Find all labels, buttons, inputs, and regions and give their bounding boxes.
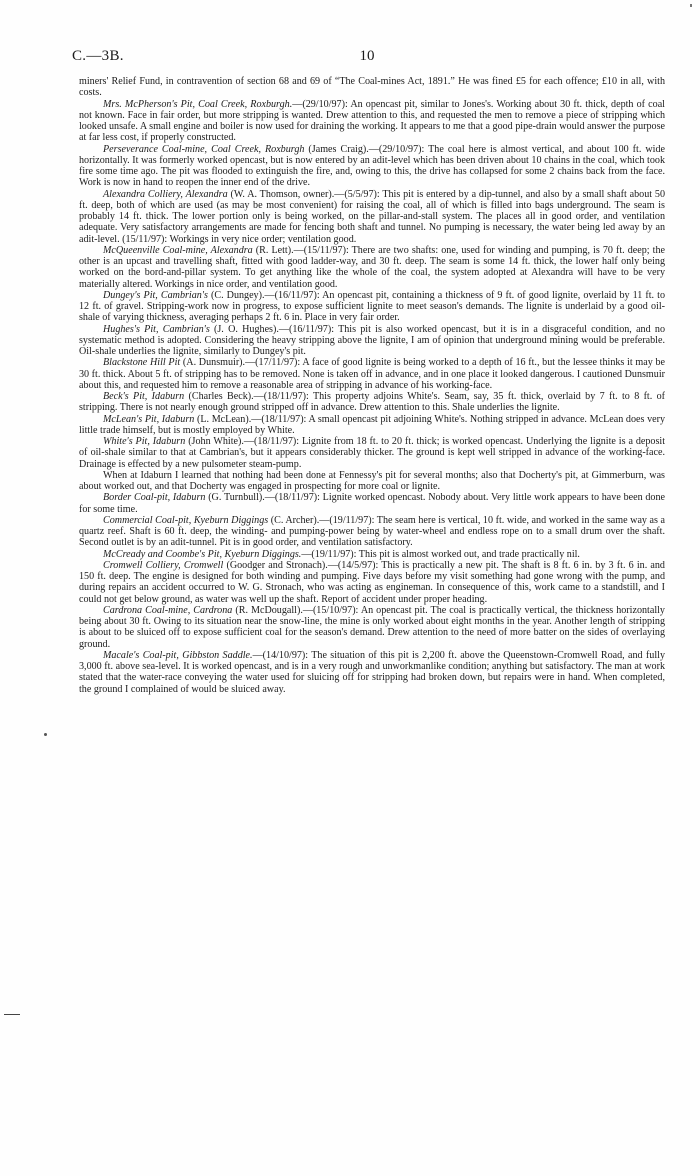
paragraph: McLean's Pit, Idaburn (L. McLean).—(18/11/97): A small opencast pit adjoining White's. Nothing stripped in advance. McLean does very little trade himself, but is mostly employed by White. bbox=[79, 413, 666, 436]
paragraph: Dungey's Pit, Cambrian's (C. Dungey).—(16/11/97): An opencast pit, containing a thickness of 9 ft. of good lignite, overlaid by 11 ft. to 12 ft. of gravel. Stripping-work now in progress, to expose sufficient lignite to meet season's demands. The lignite is underlaid by a good oil-shale of varying thickness, averaging perhaps 2 ft. 6 in. Place in very fair order. bbox=[79, 289, 665, 324]
page-number: 10 bbox=[359, 48, 375, 64]
page-header bbox=[72, 48, 662, 70]
paragraph: Perseverance Coal-mine, Coal Creek, Roxburgh (James Craig).—(29/10/97): The coal here is almost vertical, and about 100 ft. wide horizontally. It was formerly worked opencast, but is now entered by an adit-level which has been driven about 10 chains in the coal, which took fire some time ago. The pit was flooded to extinguish the fire, and, owing to this, the drive has collapsed for some 2 chains back from the face. Work is now in hand to reopen the inner end of the drive. bbox=[79, 143, 665, 189]
paragraph: miners' Relief Fund, in contravention of section 68 and 69 of “The Coal-mines Act, 1891.” He was fined £5 for each offence; £10 in all, with costs. bbox=[79, 76, 665, 99]
mine-name: Border Coal-pit, Idaburn bbox=[103, 492, 206, 504]
paragraph: When at Idaburn I learned that nothing had been done at Fennessy's pit for several months; also that Docherty's pit, at Gimmerburn, was about worked out, and that Docherty was engaged in prospecting for more coal or lignite. bbox=[79, 469, 665, 492]
paragraph: Blackstone Hill Pit (A. Dunsmuir).—(17/11/97): A face of good lignite is being worked to a depth of 16 ft., but the lessee thinks it may be 30 ft. thick. About 5 ft. of stripping has to be removed. None is taken off in advance, and in one place it looked dangerous. I cautioned Dunsmuir about this, and requested him to remove a reasonable area of stripping in advance of his working-face. bbox=[79, 357, 665, 391]
mine-name: White's Pit, Idaburn bbox=[103, 436, 186, 447]
margin-dash bbox=[4, 1014, 20, 1015]
paragraph: Hughes's Pit, Cambrian's (J. O. Hughes).—(16/11/97): This pit is also worked opencast, but it is in a disgraceful condition, and no systematic method is adopted. Considering the heavy stripping above the lignite, I am of opinion that underground mining would be preferable. Oil-shale underlies the lignite, similarly to Dungey's pit. bbox=[79, 323, 665, 357]
mine-name: Commercial Coal-pit, Kyeburn Diggings bbox=[103, 514, 269, 526]
paragraph: McCready and Coombe's Pit, Kyeburn Diggings.—(19/11/97): This pit is almost worked out, and trade practically nil. bbox=[103, 548, 580, 560]
mine-name: Cromwell Colliery, Cromwell bbox=[103, 559, 224, 571]
mine-name: Perseverance Coal-mine, Coal Creek, Roxburgh bbox=[103, 143, 305, 155]
mine-name: McLean's Pit, Idaburn bbox=[103, 413, 195, 425]
report-body bbox=[79, 76, 665, 695]
paragraph: Alexandra Colliery, Alexandra (W. A. Thomson, owner).—(5/5/97): This pit is entered by a dip-tunnel, and also by a small shaft about 50 ft. deep, both of which are used (as may be most convenient) for raising the coal, all of which is filled into bags underground. The seam is probably 14 ft. thick. The lower portion only is being worked, on the pillar-and-stall system. The places all in good order, and ventilation adequate. Very satisfactory arrangements are made for fencing both shaft and tunnel. No pumping is necessary, the water being led away by an adit-level. (15/11/97): Workings in very nice order; ventilation good. bbox=[79, 188, 665, 245]
paragraph: McQueenville Coal-mine, Alexandra (R. Lett).—(15/11/97): There are two shafts: one, used for winding and pumping, is 70 ft. deep; the other is an upcast and travelling shaft, fitted with good ladder-way, and 30 ft. deep. The seam is some 14 ft. thick, the lower half only being worked on the bord-and-pillar system. To get anything like the whole of the coal, the system adopted at Alexandra will have to be very materially altered. Workings in nice order, and ventilation good. bbox=[79, 244, 665, 290]
margin-dot bbox=[44, 733, 47, 736]
mine-name: Beck's Pit, Idaburn bbox=[103, 391, 185, 402]
mine-name: Alexandra Colliery, Alexandra bbox=[103, 188, 228, 200]
paragraph: Border Coal-pit, Idaburn (G. Turnbull).—(18/11/97): Lignite worked opencast. Nobody about. Very little work appears to have been done for some time. bbox=[79, 492, 666, 515]
mine-name: McQueenville Coal-mine, Alexandra bbox=[103, 244, 253, 256]
paragraph: Cromwell Colliery, Cromwell (Goodger and Stronach).—(14/5/97): This is practically a new pit. The shaft is 8 ft. 6 in. by 3 ft. 6 in. and 150 ft. deep. The engine is designed for both winding and pumping. Five days before my visit something had gone wrong with the pump, and during repairs an accident occurred to W. G. Stronach, who was acting as engineman. In consequence of this, work came to a standstill, and I could not get below ground, as water was well up the shaft. Report of accident under proper heading. bbox=[79, 559, 665, 605]
paragraph: Macale's Coal-pit, Gibbston Saddle.—(14/10/97): The situation of this pit is 2,200 ft. above the Queenstown-Cromwell Road, and fully 3,000 ft. above sea-level. It is worked opencast, and is in a very rough and unworkmanlike condition; anything but satisfactory. The man at work stated that the water-race conveying the water used for sluicing off for stripping had broken down, but repairs were in hand. When completed, the ground I complained of would be sluiced away. bbox=[79, 649, 665, 695]
paragraph: Mrs. McPherson's Pit, Coal Creek, Roxburgh.—(29/10/97): An opencast pit, similar to Jones's. Working about 30 ft. thick, depth of coal not known. Face in fair order, but more stripping is wanted. Drew attention to this, and requested the men to remove a piece of stripping which looked unsafe. A small engine and boiler is now used for draining the working. It appears to me that a good pipe-drain would answer the purpose at far less cost, if properly constructed. bbox=[79, 98, 665, 144]
mine-name: Macale's Coal-pit, Gibbston Saddle. bbox=[103, 649, 253, 661]
mine-name: Dungey's Pit, Cambrian's bbox=[103, 289, 208, 301]
mine-name: Blackstone Hill Pit bbox=[103, 357, 181, 369]
mine-name: Cardrona Coal-mine, Cardrona bbox=[103, 604, 233, 616]
paragraph: Commercial Coal-pit, Kyeburn Diggings (C. Archer).—(19/11/97): The seam here is vertical, 10 ft. wide, and worked in the same way as a quartz reef. Shaft is 60 ft. deep, the winding- and pumping-power being by water-wheel and endless rope on to a small drum over the shaft. Second outlet is by an adit-tunnel. Pit is in good order, and ventilation satisfactory. bbox=[79, 514, 665, 549]
mine-name: McCready and Coombe's Pit, Kyeburn Diggings. bbox=[103, 548, 302, 560]
mine-name: Mrs. McPherson's Pit, Coal Creek, Roxburgh. bbox=[103, 98, 293, 110]
paragraph: Cardrona Coal-mine, Cardrona (R. McDougall).—(15/10/97): An opencast pit. The coal is practically vertical, the thickness horizontally being about 30 ft. Owing to its situation near the snow-line, the mine is only worked about eight months in the year. Another length of stripping is about to be sluiced off to expose sufficient coal for the season's demand. Drew attention to the need of more batter on the sides of overlaying ground. bbox=[79, 604, 665, 650]
paragraph: Beck's Pit, Idaburn (Charles Beck).—(18/11/97): This property adjoins White's. Seam, say, 35 ft. thick, overlaid by 7 ft. to 8 ft. of stripping. There is not nearly enough ground stripped off in advance. Drew attention to this. Shale underlies the lignite. bbox=[79, 391, 666, 414]
mine-name: Hughes's Pit, Cambrian's bbox=[103, 323, 210, 335]
corner-mark bbox=[690, 4, 692, 7]
paragraph: White's Pit, Idaburn (John White).—(18/11/97): Lignite from 18 ft. to 20 ft. thick; is worked opencast. Underlying the lignite is a deposit of oil-shale similar to that at Cambrian's, but it appears considerably thicker. The ground is kept well stripped in advance of the working-face. Drainage is effected by a new pulsometer steam-pump. bbox=[79, 436, 665, 470]
document-reference: C.—3B. bbox=[72, 48, 124, 64]
